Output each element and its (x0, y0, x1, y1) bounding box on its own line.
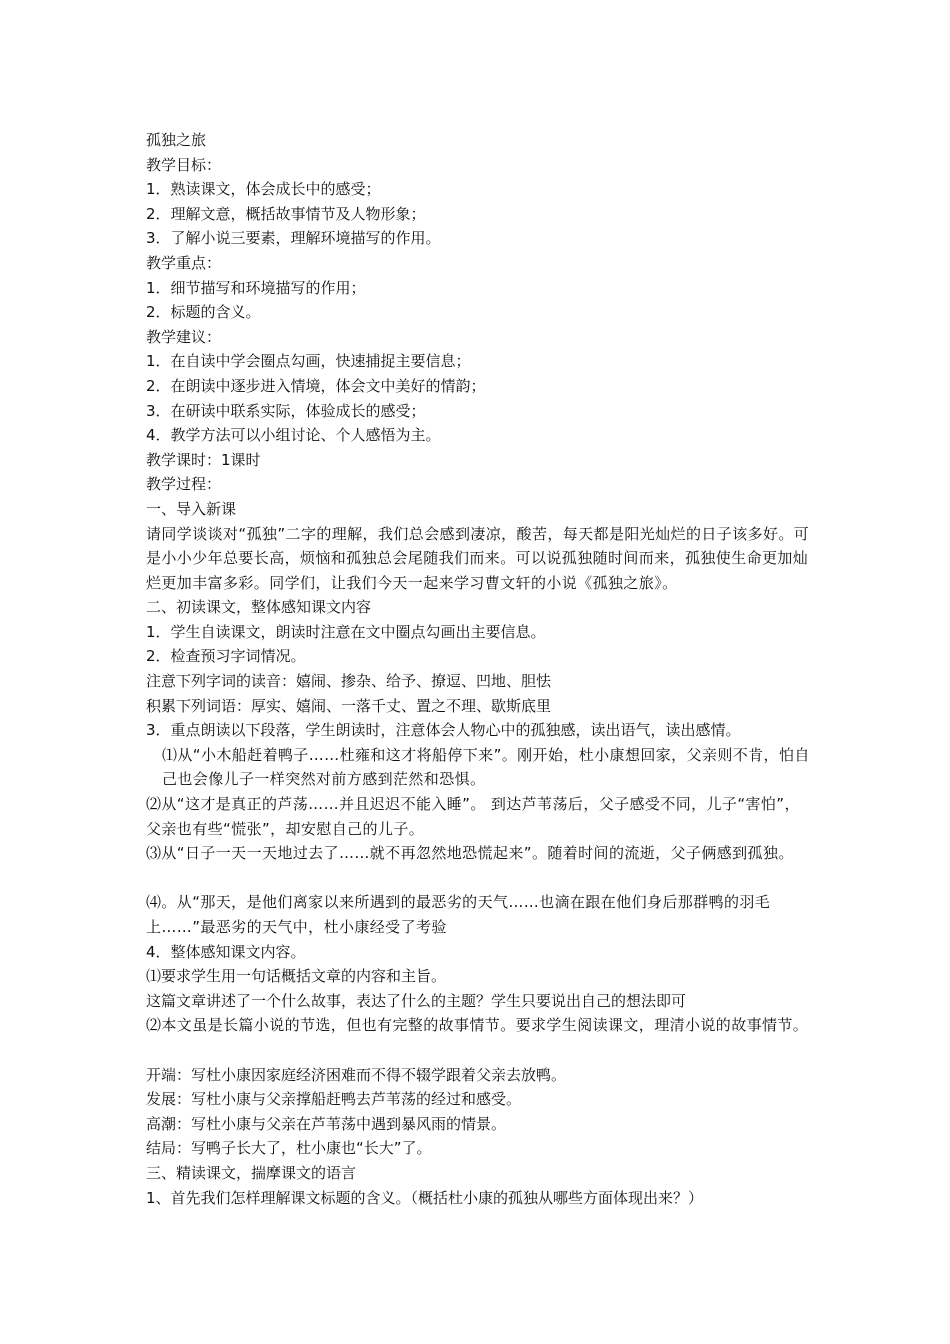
section2-step3: 3．重点朗读以下段落，学生朗读时，注意体会人物心中的孤独感，读出语气，读出感情。 (146, 721, 741, 740)
suggestion-item: 3．在研读中联系实际，体验成长的感受； (146, 401, 426, 420)
objectives-heading: 教学目标： (146, 155, 222, 174)
plot-climax: 高潮：写杜小康与父亲在芦苇荡中遇到暴风雨的情景。 (146, 1114, 507, 1133)
objective-item: 3．了解小说三要素，理解环境描写的作用。 (146, 229, 441, 248)
suggestion-item: 1．在自读中学会圈点勾画，快速捕捉主要信息； (146, 352, 471, 371)
section2-step1: 1．学生自读课文，朗读时注意在文中圈点勾画出主要信息。 (146, 622, 546, 641)
question-item: ⑴要求学生用一句话概括文章的内容和主旨。 (146, 967, 447, 986)
focus-heading: 教学重点： (146, 253, 222, 272)
reading-item: ⑷。从“那天，是他们离家以来所遇到的最恶劣的天气……也滴在跟在他们身后那群鸭的羽毛上……”最恶劣的天气中，杜小康经受了考验 (146, 893, 771, 937)
vocabulary-list: 积累下列词语：厚实、嬉闹、一落千丈、置之不理、歇斯底里 (146, 696, 552, 715)
focus-item: 2．标题的含义。 (146, 303, 261, 322)
suggestions-heading: 教学建议： (146, 327, 222, 346)
pronunciation-list: 注意下列字词的读音：嬉闹、掺杂、给予、撩逗、凹地、胆怯 (146, 672, 552, 691)
objective-item: 2．理解文意，概括故事情节及人物形象； (146, 204, 426, 223)
section1-heading: 一、导入新课 (146, 499, 237, 518)
plot-ending: 结局：写鸭子长大了，杜小康也“长大”了。 (146, 1139, 432, 1158)
section2-step2: 2．检查预习字词情况。 (146, 647, 306, 666)
process-heading: 教学过程： (146, 475, 222, 494)
section1-text: 请同学谈谈对“孤独”二字的理解，我们总会感到凄凉，酸苦，每天都是阳光灿烂的日子该多好。可是小小少年总要长高，烦恼和孤独总会尾随我们而来。可以说孤独随时间而来，孤独使生命更加灿烂更加丰富多彩。同学们，让我们今天一起来学习曹文轩的小说《孤独之旅》。 (146, 524, 810, 592)
plot-beginning: 开端：写杜小康因家庭经济困难而不得不辍学跟着父亲去放鸭。 (146, 1065, 567, 1084)
section3-item: 1、首先我们怎样理解课文标题的含义。（概括杜小康的孤独从哪些方面体现出来？） (146, 1188, 704, 1207)
reading-item: ⑵从“这才是真正的芦荡……并且迟迟不能入睡”。 到达芦苇荡后，父子感受不同，儿子“害怕”，父亲也有些“慌张”，却安慰自己的儿子。 (146, 795, 800, 838)
suggestion-item: 4．教学方法可以小组讨论、个人感悟为主。 (146, 426, 441, 445)
focus-item: 1．细节描写和环境描写的作用； (146, 278, 366, 297)
plot-development: 发展：写杜小康与父亲撑船赶鸭去芦苇荡的经过和感受。 (146, 1090, 522, 1109)
document-body (146, 128, 810, 1210)
section2-heading: 二、初读课文，整体感知课文内容 (146, 598, 372, 617)
objective-item: 1．熟读课文，体会成长中的感受； (146, 180, 381, 199)
reading-item: ⑶从“日子一天一天地过去了……就不再忽然地恐慌起来”。随着时间的流逝，父子俩感到孤独。 (146, 844, 794, 863)
question-item: ⑵本文虽是长篇小说的节选，但也有完整的故事情节。要求学生阅读课文，理清小说的故事情节。 (146, 1016, 809, 1035)
section2-step4: 4．整体感知课文内容。 (146, 942, 306, 961)
reading-item: ⑴从“小木船赶着鸭子……杜雍和这才将船停下来”。刚开始，杜小康想回家，父亲则不肯，怕自己也会像儿子一样突然对前方感到茫然和恐惧。 (162, 745, 810, 789)
section3-heading: 三、精读课文，揣摩课文的语言 (146, 1163, 357, 1182)
teaching-hours: 教学课时：1课时 (146, 450, 261, 469)
document-title: 孤独之旅 (146, 131, 207, 149)
suggestion-item: 2．在朗读中逐步进入情境，体会文中美好的情韵； (146, 376, 486, 395)
question-answer: 这篇文章讲述了一个什么故事，表达了什么的主题？学生只要说出自己的想法即可 (146, 991, 687, 1010)
